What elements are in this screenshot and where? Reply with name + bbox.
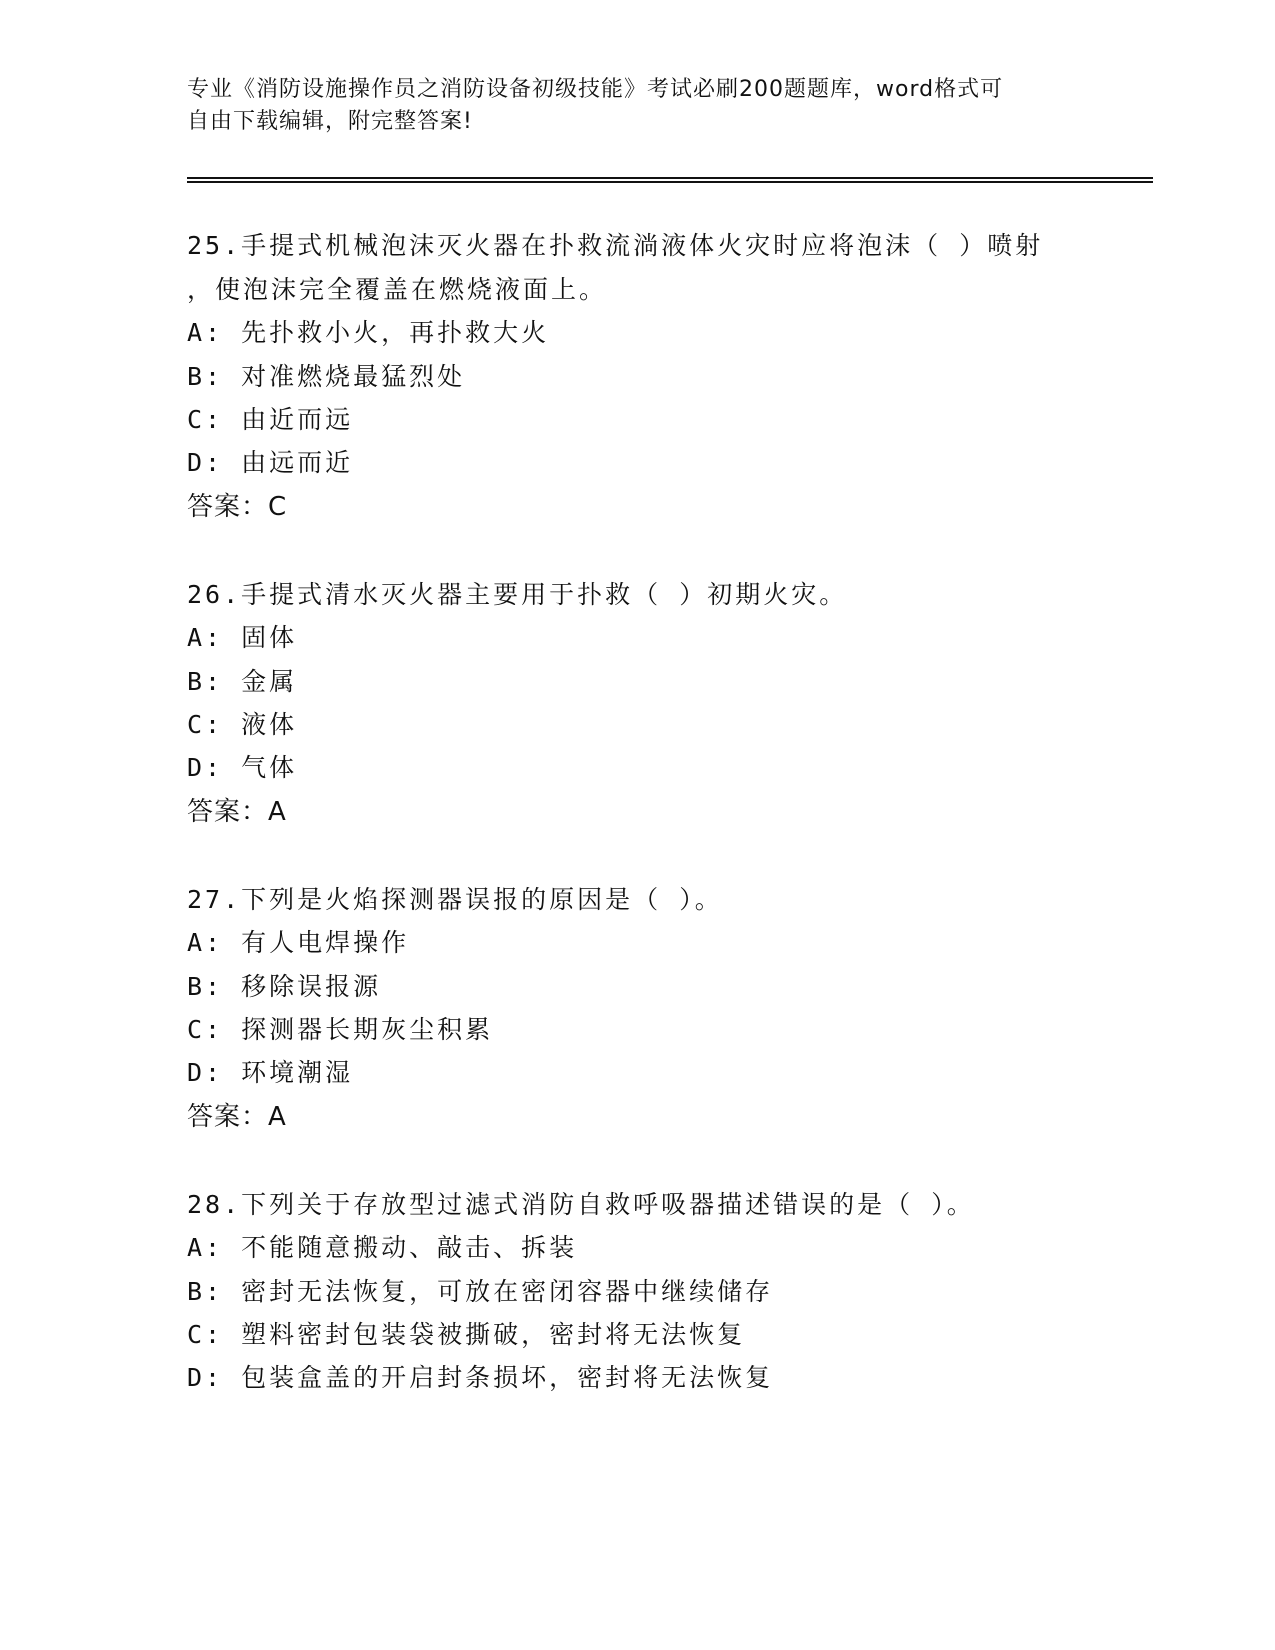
question-27-option-d: D: 环境潮湿 xyxy=(187,1058,354,1087)
question-28-title: 28.下列关于存放型过滤式消防自救呼吸器描述错误的是（ ）。 xyxy=(187,1190,975,1219)
document-header xyxy=(187,74,1087,138)
header-divider-bottom xyxy=(187,181,1153,183)
question-28-option-d: D: 包装盒盖的开启封条损坏，密封将无法恢复 xyxy=(187,1363,774,1392)
header-line-2: 自由下载编辑，附完整答案! xyxy=(187,109,473,134)
question-28-option-b: B: 密封无法恢复，可放在密闭容器中继续储存 xyxy=(187,1277,774,1306)
question-27-option-b: B: 移除误报源 xyxy=(187,972,382,1001)
question-27-title: 27.下列是火焰探测器误报的原因是（ ）。 xyxy=(187,885,723,914)
question-26-title: 26.手提式清水灭火器主要用于扑救（ ）初期火灾。 xyxy=(187,580,848,609)
question-25-title: 25.手提式机械泡沫灭火器在扑救流淌液体火灾时应将泡沫（ ）喷射 xyxy=(187,231,1044,260)
question-27-answer: 答案：A xyxy=(187,1102,287,1132)
question-26-option-b: B: 金属 xyxy=(187,667,298,696)
question-28-option-c: C: 塑料密封包装袋被撕破，密封将无法恢复 xyxy=(187,1320,746,1349)
question-26-option-c: C: 液体 xyxy=(187,710,298,739)
question-27-option-c: C: 探测器长期灰尘积累 xyxy=(187,1015,494,1044)
question-25-answer: 答案：C xyxy=(187,492,288,522)
question-25-option-b: B: 对准燃烧最猛烈处 xyxy=(187,362,466,391)
header-divider-top xyxy=(187,177,1153,179)
question-27-option-a: A: 有人电焊操作 xyxy=(187,928,410,957)
question-25-option-a: A: 先扑救小火，再扑救大火 xyxy=(187,318,550,347)
question-28-option-a: A: 不能随意搬动、敲击、拆装 xyxy=(187,1233,578,1262)
question-26-option-d: D: 气体 xyxy=(187,753,298,782)
question-25-title-continued: ，使泡沫完全覆盖在燃烧液面上。 xyxy=(187,275,608,304)
question-26-answer: 答案：A xyxy=(187,797,287,827)
question-26-option-a: A: 固体 xyxy=(187,623,298,652)
question-25-option-d: D: 由远而近 xyxy=(187,448,354,477)
question-25-option-c: C: 由近而远 xyxy=(187,405,354,434)
header-line-1: 专业《消防设施操作员之消防设备初级技能》考试必刷200题题库，word格式可 xyxy=(187,77,1004,102)
